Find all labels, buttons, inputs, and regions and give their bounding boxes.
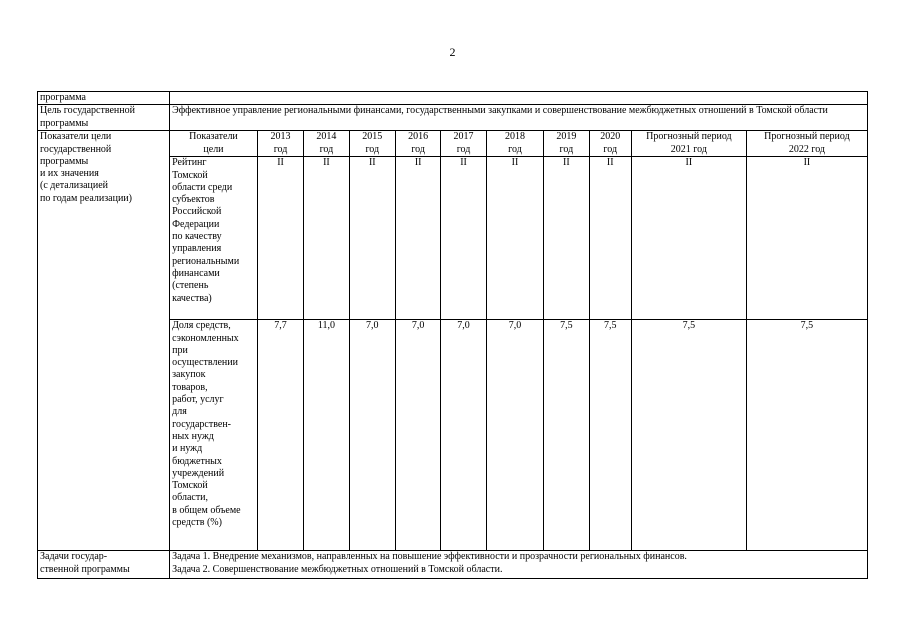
indicator-name-line: осуществлении bbox=[172, 357, 238, 369]
indicator-name-line: Российской bbox=[172, 206, 222, 218]
goal-row bbox=[38, 105, 868, 131]
tasks-label-line: ственной программы bbox=[40, 563, 130, 575]
indicator-name-line: по качеству bbox=[172, 231, 222, 243]
header-forecast-line: Прогнозный период bbox=[764, 131, 850, 143]
indicator-name-line: Рейтинг bbox=[172, 157, 207, 169]
value-2018: 7,0 bbox=[486, 320, 543, 551]
header-year: 2019 bbox=[556, 131, 577, 143]
value-2014: 11,0 bbox=[304, 320, 349, 551]
header-year: 2018 bbox=[504, 131, 525, 143]
indicator-name-line: закупок bbox=[172, 369, 206, 381]
program-label: программа bbox=[38, 92, 170, 105]
value-forecast-2022: II bbox=[746, 157, 867, 320]
value-forecast-2021: II bbox=[631, 157, 746, 320]
page-number: 2 bbox=[449, 45, 456, 59]
indicator-name-line: для bbox=[172, 406, 187, 418]
header-indicators-line: цели bbox=[203, 143, 224, 155]
goal-label bbox=[38, 105, 170, 131]
value-2018: II bbox=[486, 157, 543, 320]
header-year-unit: год bbox=[365, 143, 380, 155]
indicators-header-row bbox=[38, 131, 868, 157]
value-2020: 7,5 bbox=[589, 320, 631, 551]
tasks-row bbox=[38, 551, 868, 579]
indicator-name-line: государствен- bbox=[172, 418, 232, 430]
indicator-name-line: региональными bbox=[172, 255, 240, 267]
header-year-2016 bbox=[395, 131, 440, 157]
header-year-unit: год bbox=[508, 143, 522, 155]
header-year: 2014 bbox=[316, 131, 337, 143]
header-year-unit: год bbox=[319, 143, 334, 155]
indicator-name-line: сэкономленных bbox=[172, 332, 239, 344]
header-year-unit: год bbox=[559, 143, 574, 155]
goal-text: Эффективное управление региональными финансами, государственными закупками и совершенствование межбюджетных отношений в Томской области bbox=[170, 105, 868, 131]
task-item: Задача 2. Совершенствование межбюджетных отношений в Томской области. bbox=[172, 563, 503, 575]
tasks-list bbox=[170, 551, 868, 579]
header-year: 2016 bbox=[408, 131, 429, 143]
indicator-name-line: (степень bbox=[172, 280, 209, 292]
goal-label-line: Цель государственной bbox=[40, 105, 135, 117]
value-2016: 7,0 bbox=[395, 320, 440, 551]
indicator-name-line: субъектов bbox=[172, 194, 215, 206]
indicators-label-line: Показатели цели bbox=[40, 131, 112, 143]
tasks-label bbox=[38, 551, 170, 579]
value-forecast-2021: 7,5 bbox=[631, 320, 746, 551]
program-row bbox=[38, 92, 868, 105]
indicator-name-line: Доля средств, bbox=[172, 320, 231, 332]
program-value-cell bbox=[170, 92, 868, 105]
value-2016: II bbox=[395, 157, 440, 320]
header-year-2013 bbox=[257, 131, 303, 157]
header-year-2019 bbox=[544, 131, 589, 157]
header-year: 2015 bbox=[362, 131, 383, 143]
indicator-name-line: Томской bbox=[172, 169, 208, 181]
header-year-2015 bbox=[349, 131, 395, 157]
indicators-label-line: программы bbox=[40, 155, 89, 167]
header-forecast-line: 2022 год bbox=[788, 143, 825, 155]
header-indicators-line: Показатели bbox=[189, 131, 238, 143]
indicator-name-line: качества) bbox=[172, 292, 212, 304]
value-2015: II bbox=[349, 157, 395, 320]
value-forecast-2022: 7,5 bbox=[746, 320, 867, 551]
indicator-name bbox=[170, 320, 258, 551]
indicators-label-line: по годам реализации) bbox=[40, 192, 132, 204]
value-2020: II bbox=[589, 157, 631, 320]
indicator-name-line: ных нужд bbox=[172, 430, 214, 442]
indicator-name-line: при bbox=[172, 344, 188, 356]
header-year-2017 bbox=[441, 131, 486, 157]
header-forecast-line: 2021 год bbox=[670, 143, 707, 155]
header-year-2014 bbox=[304, 131, 349, 157]
value-2013: II bbox=[257, 157, 303, 320]
indicator-name-line: финансами bbox=[172, 267, 220, 279]
header-year: 2020 bbox=[600, 131, 621, 143]
header-year-2018 bbox=[486, 131, 543, 157]
header-year: 2013 bbox=[270, 131, 291, 143]
indicator-name-line: управления bbox=[172, 243, 222, 255]
indicator-name-line: товаров, bbox=[172, 381, 208, 393]
indicator-name-line: средств (%) bbox=[172, 517, 222, 529]
task-item: Задача 1. Внедрение механизмов, направленных на повышение эффективности и прозрачности региональных финансов. bbox=[172, 551, 687, 563]
indicator-name-line: работ, услуг bbox=[172, 394, 224, 406]
header-year-unit: год bbox=[273, 143, 288, 155]
indicators-label bbox=[38, 131, 170, 551]
indicator-name-line: и нужд bbox=[172, 443, 203, 455]
header-year: 2017 bbox=[453, 131, 474, 143]
value-2013: 7,7 bbox=[257, 320, 303, 551]
indicator-name-line: в общем объеме bbox=[172, 504, 241, 516]
header-year-2020 bbox=[589, 131, 631, 157]
header-year-unit: год bbox=[411, 143, 425, 155]
header-year-unit: год bbox=[456, 143, 471, 155]
header-forecast-2021 bbox=[631, 131, 746, 157]
indicators-label-line: и их значения bbox=[40, 168, 99, 180]
value-2017: II bbox=[441, 157, 486, 320]
program-passport-table bbox=[37, 91, 868, 579]
value-2017: 7,0 bbox=[441, 320, 486, 551]
tasks-label-line: Задачи государ- bbox=[40, 551, 108, 563]
value-2019: 7,5 bbox=[544, 320, 589, 551]
indicator-name-line: бюджетных bbox=[172, 455, 222, 467]
indicator-name-line: области среди bbox=[172, 181, 233, 193]
header-forecast-2022 bbox=[746, 131, 867, 157]
value-2015: 7,0 bbox=[349, 320, 395, 551]
indicator-name-line: учреждений bbox=[172, 467, 225, 479]
indicators-label-line: (с детализацией bbox=[40, 180, 109, 192]
indicators-label-line: государственной bbox=[40, 143, 112, 155]
value-2014: II bbox=[304, 157, 349, 320]
indicator-name-line: Федерации bbox=[172, 218, 220, 230]
indicator-name-line: области, bbox=[172, 492, 209, 504]
header-forecast-line: Прогнозный период bbox=[646, 131, 732, 143]
header-year-unit: год bbox=[603, 143, 618, 155]
header-indicators bbox=[170, 131, 258, 157]
indicator-name bbox=[170, 157, 258, 320]
indicator-name-line: Томской bbox=[172, 480, 208, 492]
goal-label-line: программы bbox=[40, 117, 89, 129]
value-2019: II bbox=[544, 157, 589, 320]
